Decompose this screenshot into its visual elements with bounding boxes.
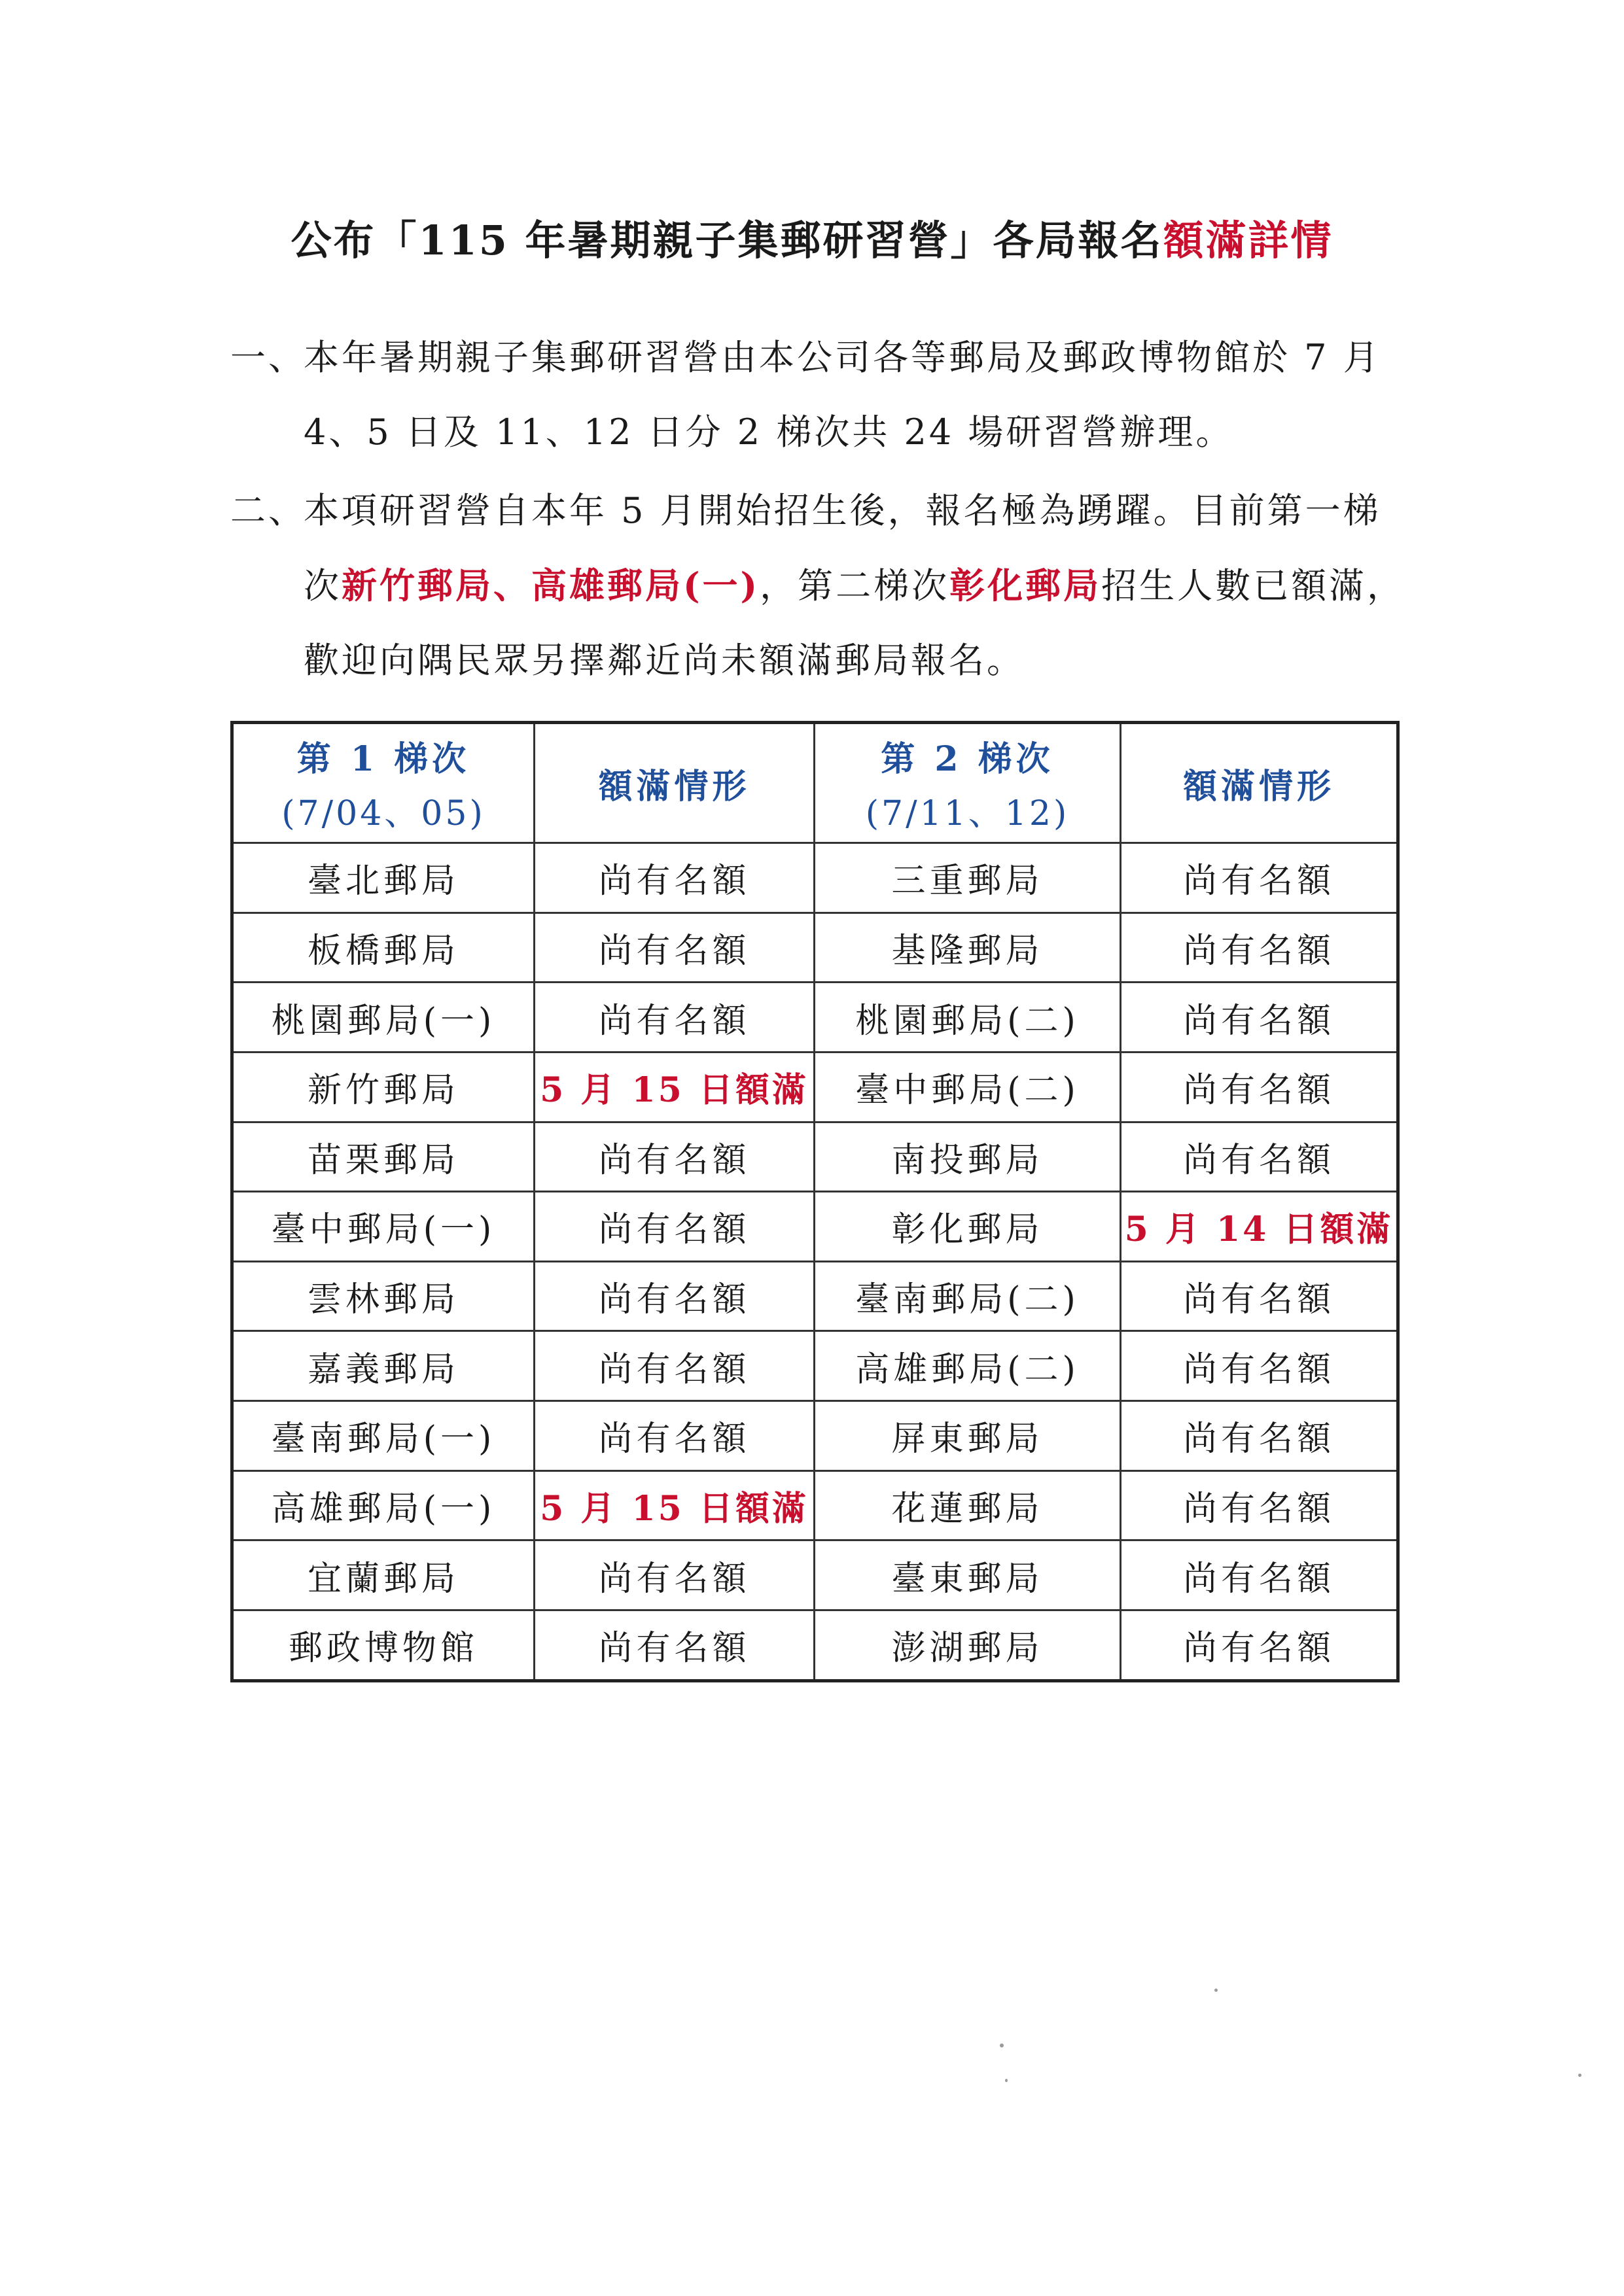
table-row (232, 1261, 1398, 1331)
status-cell: 尚有名額 (535, 913, 815, 983)
status-cell: 尚有名額 (1121, 1261, 1398, 1331)
paragraph-line (230, 623, 1395, 698)
paragraph-text: 本年暑期親子集郵研習營由本公司各等郵局及郵政博物館於 7 月 (304, 337, 1381, 378)
status-cell: 尚有名額 (1121, 1052, 1398, 1122)
paragraph-line (230, 474, 1395, 548)
paragraph-line (230, 548, 1405, 623)
office-name: 基隆郵局 (815, 913, 1121, 983)
scan-speck (1214, 1989, 1218, 1992)
paragraph-text: 本項研習營自本年 5 月開始招生後，報名極為踴躍。目前第一梯 (304, 490, 1381, 531)
office-name: 澎湖郵局 (815, 1610, 1121, 1680)
office-name: 臺南郵局(一) (232, 1401, 535, 1471)
table-row (232, 1052, 1398, 1122)
table-row (232, 1610, 1398, 1680)
office-name: 雲林郵局 (232, 1261, 535, 1331)
paragraph-line (230, 395, 1395, 470)
office-name: 高雄郵局(一) (232, 1470, 535, 1540)
table-row (232, 1192, 1398, 1262)
table-row (232, 1401, 1398, 1471)
scan-speck (1000, 2044, 1004, 2047)
status-cell: 尚有名額 (535, 1122, 815, 1192)
scan-speck (1578, 2074, 1581, 2077)
status-cell: 尚有名額 (535, 983, 815, 1052)
office-name: 臺中郵局(一) (232, 1192, 535, 1262)
header-batch-1-label: 第 1 梯次 (296, 739, 470, 779)
table-row (232, 1540, 1398, 1610)
paragraph-1 (230, 321, 1395, 470)
office-name: 臺中郵局(二) (815, 1052, 1121, 1122)
status-cell: 尚有名額 (535, 1610, 815, 1680)
paragraph-text: 4、5 日及 11、12 日分 2 梯次共 24 場研習營辦理。 (304, 411, 1234, 453)
status-cell: 尚有名額 (535, 1540, 815, 1610)
office-name: 桃園郵局(二) (815, 983, 1121, 1052)
status-cell: 尚有名額 (1121, 983, 1398, 1052)
status-cell: 尚有名額 (1121, 1540, 1398, 1610)
title-prefix: 公布「115 年暑期親子集郵研習營」各局報名 (291, 217, 1163, 264)
highlighted-office-text: 彰化郵局 (949, 565, 1102, 606)
document-title (0, 208, 1624, 266)
status-cell: 5 月 15 日額滿 (535, 1052, 815, 1122)
scan-speck (1005, 2079, 1008, 2082)
office-name: 三重郵局 (815, 843, 1121, 913)
status-cell: 5 月 15 日額滿 (535, 1470, 815, 1540)
status-cell: 尚有名額 (1121, 1331, 1398, 1401)
office-name: 宜蘭郵局 (232, 1540, 535, 1610)
title-highlight: 額滿詳情 (1163, 217, 1333, 264)
status-cell: 尚有名額 (1121, 1122, 1398, 1192)
paragraph-line (230, 321, 1395, 395)
office-name: 彰化郵局 (815, 1192, 1121, 1262)
header-batch-1-dates: (7/04、05) (281, 794, 485, 833)
status-cell: 尚有名額 (1121, 1401, 1398, 1471)
paragraph-2 (230, 474, 1405, 698)
table-row (232, 1331, 1398, 1401)
office-name: 郵政博物館 (232, 1610, 535, 1680)
status-cell: 尚有名額 (535, 843, 815, 913)
status-cell: 尚有名額 (535, 1331, 815, 1401)
header-batch-2-label: 第 2 梯次 (881, 739, 1054, 779)
paragraph-text: 歡迎向隅民眾另擇鄰近尚未額滿郵局報名。 (304, 640, 1025, 681)
office-name: 桃園郵局(一) (232, 983, 535, 1052)
paragraph-text: 招生人數已額滿， (1101, 565, 1405, 606)
status-cell: 尚有名額 (535, 1261, 815, 1331)
table-row (232, 843, 1398, 913)
office-name: 臺北郵局 (232, 843, 535, 913)
office-name: 南投郵局 (815, 1122, 1121, 1192)
status-cell: 尚有名額 (1121, 1610, 1398, 1680)
office-name: 板橋郵局 (232, 913, 535, 983)
office-name: 苗栗郵局 (232, 1122, 535, 1192)
office-name: 新竹郵局 (232, 1052, 535, 1122)
header-status-1: 額滿情形 (535, 723, 815, 843)
status-cell: 尚有名額 (1121, 1470, 1398, 1540)
office-name: 花蓮郵局 (815, 1470, 1121, 1540)
status-cell: 尚有名額 (535, 1192, 815, 1262)
highlighted-office-text: 新竹郵局、高雄郵局(一) (342, 565, 760, 606)
header-batch-2-dates: (7/11、12) (865, 794, 1070, 833)
table-row (232, 913, 1398, 983)
status-cell: 5 月 14 日額滿 (1121, 1192, 1398, 1262)
schedule-table (230, 721, 1400, 1682)
paragraph-number: 二、 (230, 490, 306, 531)
paragraph-text: 次 (304, 565, 342, 606)
table-row (232, 1470, 1398, 1540)
paragraph-text: ，第二梯次 (760, 565, 950, 606)
office-name: 嘉義郵局 (232, 1331, 535, 1401)
paragraph-number: 一、 (230, 337, 306, 378)
table-row (232, 983, 1398, 1052)
table-row (232, 1122, 1398, 1192)
table-header-row (232, 723, 1398, 843)
status-cell: 尚有名額 (1121, 913, 1398, 983)
header-status-2: 額滿情形 (1121, 723, 1398, 843)
office-name: 臺東郵局 (815, 1540, 1121, 1610)
office-name: 臺南郵局(二) (815, 1261, 1121, 1331)
header-batch-2 (815, 723, 1121, 843)
status-cell: 尚有名額 (535, 1401, 815, 1471)
status-cell: 尚有名額 (1121, 843, 1398, 913)
header-batch-1 (232, 723, 535, 843)
office-name: 高雄郵局(二) (815, 1331, 1121, 1401)
office-name: 屏東郵局 (815, 1401, 1121, 1471)
